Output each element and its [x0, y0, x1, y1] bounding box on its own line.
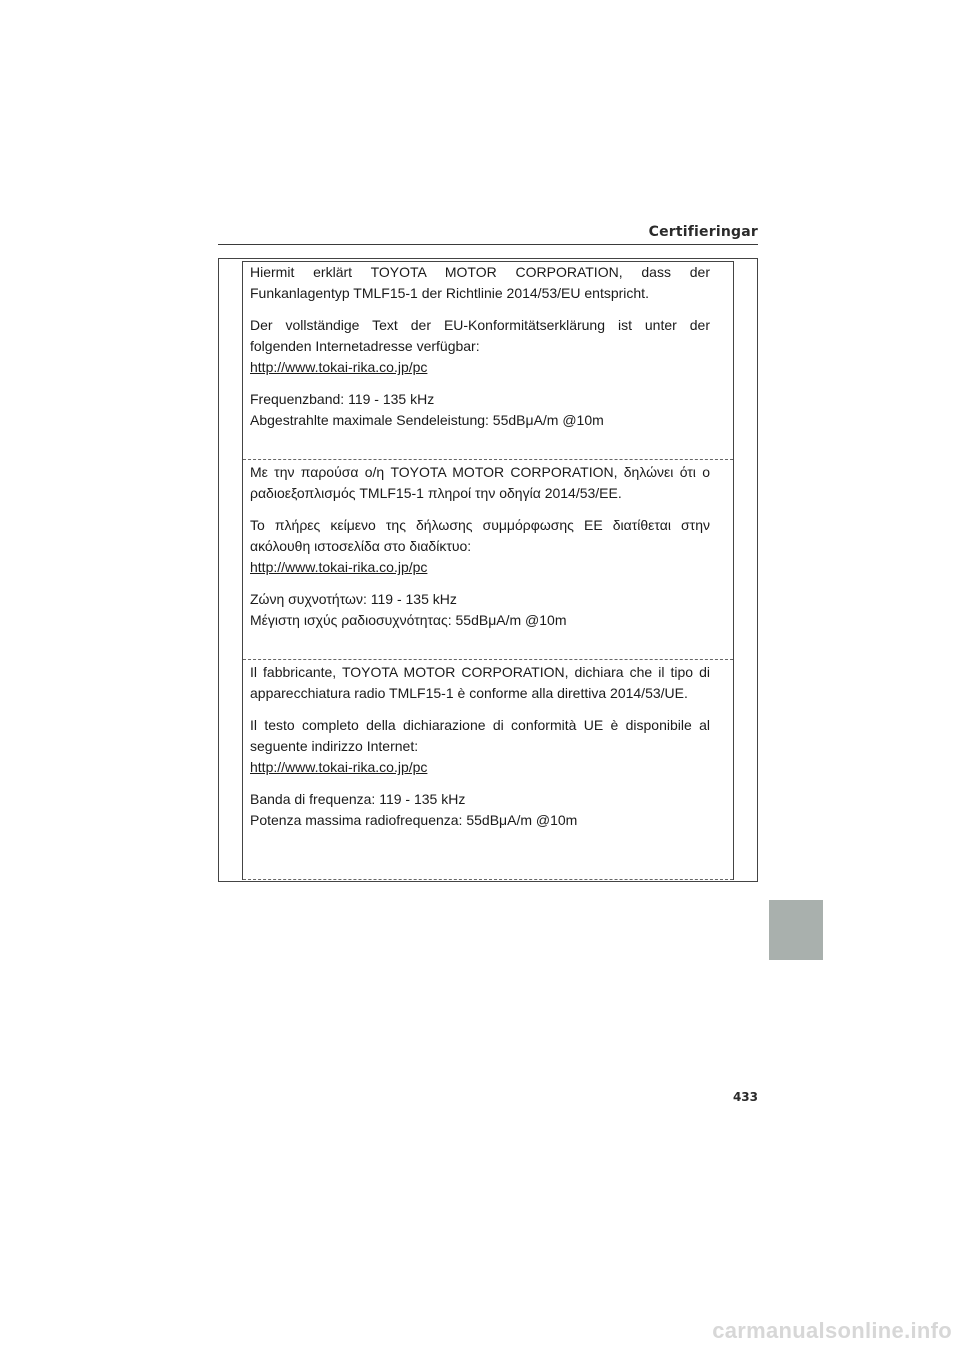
max-power: Potenza massima radiofrequenza: 55dBμA/m @10m: [250, 812, 578, 828]
header-rule: [218, 244, 758, 245]
section-greek: [250, 462, 710, 631]
frequency-band: Banda di frequenza: 119 - 135 kHz: [250, 791, 466, 807]
section-italian: [250, 662, 710, 831]
declaration-link[interactable]: http://www.tokai-rika.co.jp/pc: [250, 359, 428, 375]
declaration-link[interactable]: http://www.tokai-rika.co.jp/pc: [250, 759, 428, 775]
watermark-text: carmanualsonline.info: [712, 1318, 952, 1343]
section-divider: [243, 879, 733, 880]
max-power: Μέγιστη ισχύς ραδιοσυχνότητας: 55dBμA/m @10m: [250, 612, 567, 628]
max-power: Abgestrahlte maximale Sendeleistung: 55dBμA/m @10m: [250, 412, 604, 428]
full-text-paragraph: Il testo completo della dichiarazione di conformità UE è disponibile al seguente indirizzo Internet:: [250, 717, 710, 754]
declaration-paragraph: Il fabbricante, TOYOTA MOTOR CORPORATION, dichiara che il tipo di apparecchiatura radio TMLF15-1 è conforme alla direttiva 2014/53/UE.: [250, 664, 710, 701]
frequency-band: Ζώνη συχνοτήτων: 119 - 135 kHz: [250, 591, 457, 607]
page-header-title: Certifieringar: [648, 224, 758, 240]
page-number: 433: [732, 1090, 758, 1104]
section-divider: [243, 459, 733, 460]
declaration-paragraph: Με την παρούσα ο/η TOYOTA MOTOR CORPORATION, δηλώνει ότι ο ραδιοεξοπλισμός TMLF15-1 πληροί την οδηγία 2014/53/EE.: [250, 464, 710, 501]
frequency-band: Frequenzband: 119 - 135 kHz: [250, 391, 435, 407]
section-german: [250, 262, 710, 431]
full-text-paragraph: Το πλήρες κείμενο της δήλωσης συμμόρφωσης ΕΕ διατίθεται στην ακόλουθη ιστοσελίδα στο διαδίκτυο:: [250, 517, 710, 554]
declaration-paragraph: Hiermit erklärt TOYOTA MOTOR CORPORATION, dass der Funkanlagentyp TMLF15-1 der Richtlinie 2014/53/EU entspricht.: [250, 264, 710, 301]
declaration-link[interactable]: http://www.tokai-rika.co.jp/pc: [250, 559, 428, 575]
full-text-paragraph: Der vollständige Text der EU-Konformitätserklärung ist unter der folgenden Internetadresse verfügbar:: [250, 317, 710, 354]
chapter-tab: [769, 900, 823, 960]
section-divider: [243, 659, 733, 660]
